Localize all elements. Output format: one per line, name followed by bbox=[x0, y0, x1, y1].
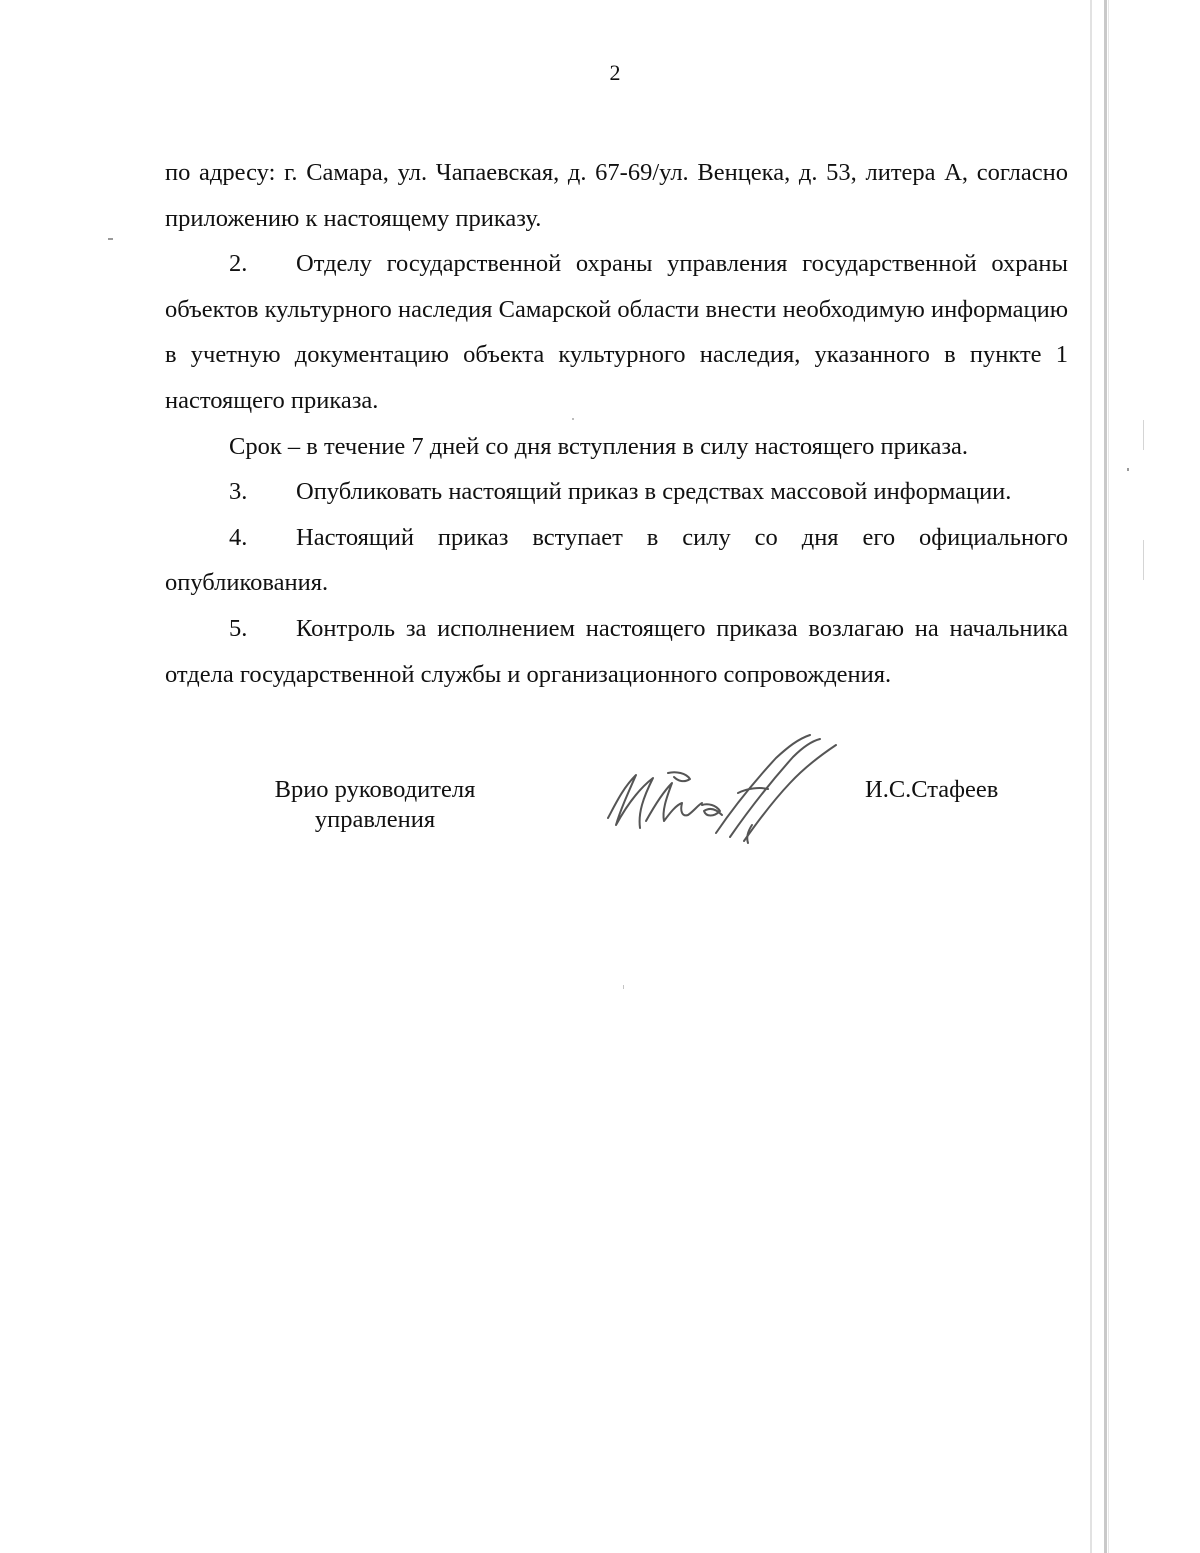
paragraph-address bbox=[165, 150, 1068, 241]
signature-block bbox=[0, 775, 1200, 875]
paragraph-number: 5. bbox=[229, 614, 248, 642]
paragraph-text: Настоящий приказ вступает в силу со дня его официального опубликования. bbox=[165, 523, 1068, 597]
signer-position-line-1: Врио руководителя bbox=[274, 776, 476, 803]
document-body bbox=[165, 150, 1068, 697]
page-number: 2 bbox=[609, 60, 621, 85]
scan-edge-line bbox=[1090, 0, 1092, 1553]
scan-speck bbox=[1143, 540, 1144, 580]
scan-edge-line bbox=[1104, 0, 1107, 1553]
scan-edge-line bbox=[1108, 0, 1109, 1553]
paragraph-text: Опубликовать настоящий приказ в средствах массовой информации. bbox=[296, 478, 1012, 506]
paragraph-number: 2. bbox=[229, 250, 248, 278]
scan-speck bbox=[1127, 468, 1129, 471]
paragraph-item-2 bbox=[165, 241, 1068, 423]
handwritten-signature bbox=[598, 733, 848, 853]
paragraph-text: по адресу: г. Самара, ул. Чапаевская, д. 67-69/ул. Венцека, д. 53, литера А, согласно приложению к настоящему приказу. bbox=[165, 159, 1068, 232]
scan-speck bbox=[623, 985, 624, 989]
paragraph-number: 4. bbox=[229, 523, 248, 551]
paragraph-item-3 bbox=[165, 469, 1068, 515]
signer-position bbox=[255, 775, 495, 835]
signer-name: И.С.Стафеев bbox=[865, 776, 999, 803]
scan-speck bbox=[572, 418, 574, 420]
paragraph-item-5 bbox=[165, 606, 1068, 697]
scan-speck bbox=[1143, 420, 1144, 450]
signer-position-line-2: управления bbox=[314, 806, 436, 833]
paragraph-deadline bbox=[165, 424, 1068, 470]
paragraph-text: Срок – в течение 7 дней со дня вступления в силу настоящего приказа. bbox=[229, 432, 969, 460]
paragraph-text: Отделу государственной охраны управления государственной охраны объектов культурного наследия Самарской области внести необходимую информацию в учетную документацию объекта культурного наследия, указанного в пункте 1 настоящего приказа. bbox=[165, 250, 1068, 414]
paragraph-text: Контроль за исполнением настоящего приказа возлагаю на начальника отдела государственной службы и организационного сопровождения. bbox=[165, 614, 1068, 688]
scan-speck bbox=[108, 238, 113, 240]
paragraph-item-4 bbox=[165, 515, 1068, 606]
paragraph-number: 3. bbox=[229, 478, 248, 506]
